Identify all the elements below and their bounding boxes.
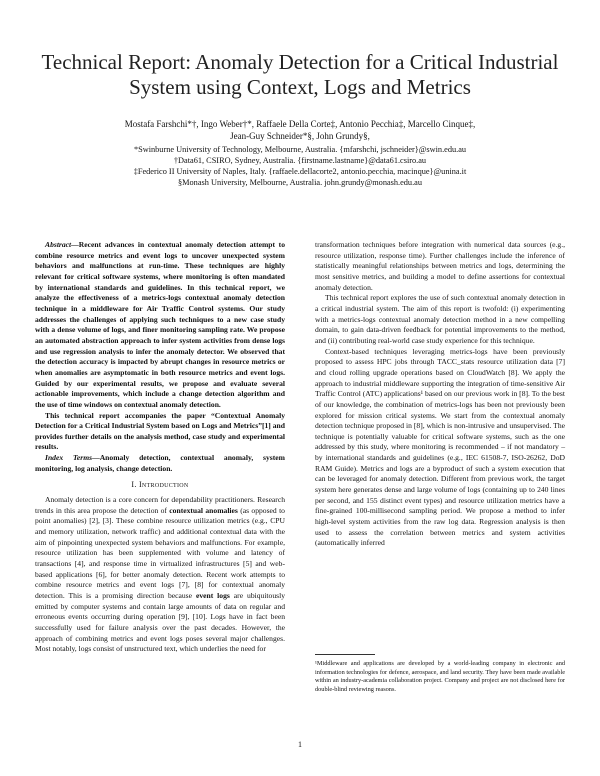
index-terms bbox=[35, 453, 285, 474]
affiliation-1: *Swinburne University of Technology, Melbourne, Australia. {mfarshchi, jschneider}@swin.edu.au bbox=[133, 145, 467, 154]
intro-keyword-contextual-anomalies: contextual anomalies bbox=[169, 505, 238, 515]
abstract-paragraph-2: This technical report accompanies the paper “Contextual Anomaly Detection for a Critical Industrial System based on Logs and Metrics”[1] and provides further details on the analysis method, case study and experimental results. bbox=[35, 410, 285, 452]
footnote: ¹Middleware and applications are developed by a world-leading company in electronic and information technologies for defence, aerospace, and land security. They have been made available within an industry-academia collaboration project. Company and project are not disclosed here for double-blind reviewing reasons. bbox=[315, 660, 565, 693]
left-column bbox=[35, 240, 285, 655]
abstract-text: —Recent advances in contextual anomaly detection attempt to combine resource metrics and event logs to uncover unexpected system behaviors and malfunctions at run-time. These techniques are highly relevant for critical software systems, where monitoring is often mandated by international standards and guidelines. In this technical report, we analyze the effectiveness of a metrics-logs contextual anomaly detection technique in a middleware for Air Traffic Control systems. Our study addresses the challenges of applying such techniques to a new case study with a dense volume of logs, and finer monitoring sampling rate. We propose an automated abstraction approach to infer system activities from dense logs and use regression analysis to infer the anomaly detector. We observed that the detection accuracy is impacted by abrupt changes in resource metrics or when anomalies are asymptomatic in both resource metrics and event logs. Guided by our experimental results, we propose and evaluate several actionable improvements, which include a change detection algorithm and the use of time windows on contextual anomaly detection. bbox=[35, 240, 285, 409]
page-number: 1 bbox=[298, 740, 302, 749]
right-paragraph-2: This technical report explores the use of such contextual anomaly detection in a critical industrial system. The aim of this report is twofold: (i) experimenting with a metrics-logs contextual anomaly detection method in a new compelling domain, to gain data-driven feedback for potential improvements to the method, and (ii) contributing real-world case study experience for this technique. bbox=[315, 293, 565, 345]
affiliation-2: †Data61, CSIRO, Sydney, Australia. {firstname.lastname}@data61.csiro.au bbox=[173, 156, 427, 165]
index-terms-label: Index Terms bbox=[45, 453, 93, 463]
footnote-rule bbox=[315, 654, 375, 655]
abstract bbox=[35, 240, 285, 411]
intro-text-b: (as opposed to point anomalies) [2], [3]. These combine resource utilization metrics (e.g., CPU and memory utilization, network traffic) and additional contextual data with the aim of pinpointing unexpected system behaviors and malfunctions. For example, resource utilization has been supplemented with volume and latency of transactions [4], and response time in virtualized infrastructures [5] and web-based applications [6], for better anomaly detection. Recent work attempts to combine resource metrics and event logs [7], [8] for contextual anomaly detection. This is a promising direction because bbox=[35, 505, 285, 600]
paper-title: Technical Report: Anomaly Detection for a Critical Industrial System using Context, Logs and Metrics bbox=[41, 50, 559, 99]
right-paragraph-1: transformation techniques before integration with numerical data sources (e.g., resource utilization, response time). Further challenges include the inference of statistically meaningful relationships between metrics and logs, determining the most sensitive metrics, and building a model to define assertions for contextual anomaly detection. bbox=[315, 240, 565, 292]
abstract-label: Abstract bbox=[45, 240, 72, 249]
intro-text-c: are ubiquitously emitted by computer systems and contain large amounts of data on regular and erroneous events occurring during operation [9], [10]. Logs have in fact been successfully used for failure analysis over the past decades. However, the approach of combining metrics and event logs poses several major challenges. Most notably, logs consist of unstructured text, which underlies the need for bbox=[35, 591, 285, 654]
affiliation-3: ‡Federico II University of Naples, Italy. {raffaele.dellacorte2, antonio.pecchia, macinque}@unina.it bbox=[133, 167, 467, 176]
index-terms-text: —Anomaly detection, contextual anomaly, system monitoring, log analysis, change detection. bbox=[35, 453, 285, 473]
right-paragraph-3: Context-based techniques leveraging metrics-logs have been previously proposed to assess HPC jobs through TACC_stats resource utilization data [7] and cloud rolling upgrade operations based on CloudWatch [8]. We apply the approach to industrial middleware supporting the integration of time-sensitive Air Traffic Control (ATC) applications¹ based on our previous work in [8]. To the best of our knowledge, the combination of metrics-logs has been not previously been explored for mission critical systems. We start from the contextual anomaly detection technique proposed in [8], which is non-intrusive and unsupervised. The technique is potentially valuable for critical software systems, such as the one addressed by this study, where monitoring is recommended – if not mandatory – by international standards and guidelines (e.g., IEC 61508-7, ISO-26262, DoD RAM Guide). Metrics and logs are a byproduct of such a system execution that can be leveraged for anomaly detection. Different from previous work, the target system here generates dense and large volume of logs (containing up to 240 lines per second, and 155 distinct event types) and resource utilization metrics have a fine-grained 100-millisecond sampling period. We propose a method to infer high-level system activities from the raw log data. Regression analysis is then used to assess the correlation between metrics and system activities (automatically inferred bbox=[315, 346, 565, 548]
intro-paragraph bbox=[35, 495, 285, 655]
authors-line-2: Jean-Guy Schneider*§, John Grundy§, bbox=[230, 131, 370, 141]
intro-keyword-event-logs: event logs bbox=[195, 591, 230, 600]
right-column bbox=[315, 240, 565, 549]
author-list bbox=[40, 118, 560, 142]
section-heading-introduction: I. Introduction bbox=[131, 480, 189, 490]
affiliation-4: §Monash University, Melbourne, Australia. john.grundy@monash.edu.au bbox=[178, 178, 422, 187]
intro-text-a: Anomaly detection is a core concern for dependability practitioners. Research trends in this area propose the detection of bbox=[35, 495, 285, 515]
authors-line-1: Mostafa Farshchi*†, Ingo Weber†*, Raffaele Della Corte‡, Antonio Pecchia‡, Marcello Cinque‡, bbox=[124, 119, 476, 129]
